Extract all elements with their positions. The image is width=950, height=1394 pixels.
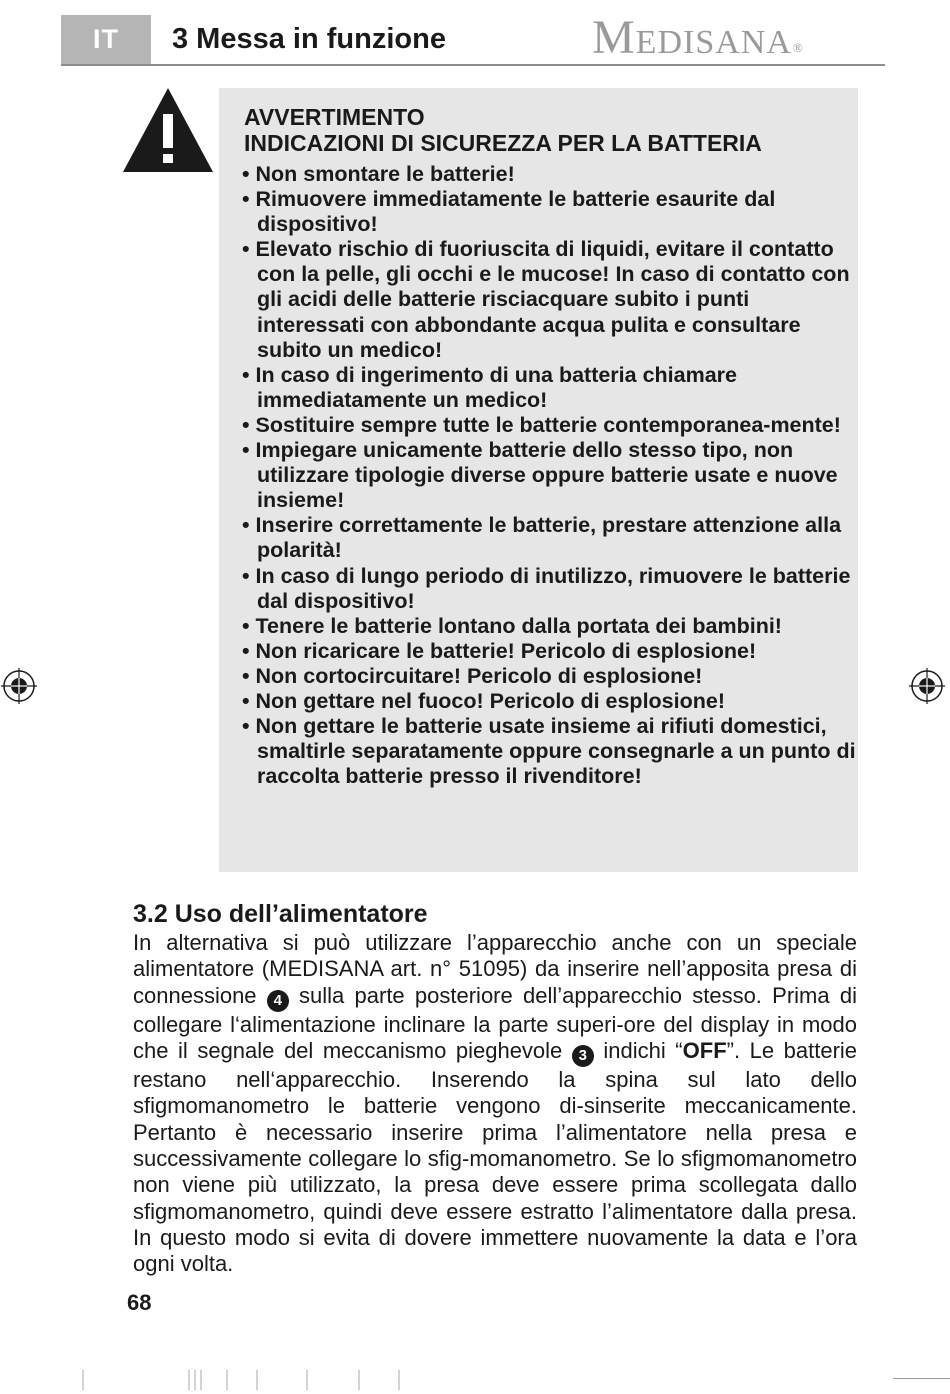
header-divider — [61, 64, 885, 66]
list-item: • Rimuovere immediatamente le batterie esaurite dal dispositivo! — [242, 187, 857, 237]
warning-heading — [244, 104, 762, 156]
callout-number-badge: 4 — [267, 990, 289, 1012]
paragraph-text: indichi “ — [593, 1038, 683, 1064]
off-label: OFF — [682, 1038, 727, 1064]
callout-number-badge: 3 — [572, 1045, 594, 1067]
list-item: • Non gettare le batterie usate insieme ai rifiuti domestici, smaltirle separatamente oppure consegnarle a un punto di raccolta batterie presso il rivenditore! — [242, 714, 857, 789]
language-tab: IT — [61, 15, 151, 64]
paragraph-text: In alternativa si può utilizzare l’apparecchio anche con un speciale alimentatore (MEDISANA art. n° 51095) da inserire nell’apposita presa di connessione — [133, 930, 857, 1008]
registered-mark: ® — [792, 40, 804, 55]
subsection-heading: 3.2 Uso dell’alimentatore — [133, 900, 428, 928]
list-item: • Non ricaricare le batterie! Pericolo di esplosione! — [242, 639, 857, 664]
list-item: • In caso di lungo periodo di inutilizzo, rimuovere le batterie dal dispositivo! — [242, 564, 857, 614]
warning-triangle-icon — [121, 86, 215, 174]
list-item: • Inserire correttamente le batterie, prestare attenzione alla polarità! — [242, 513, 857, 563]
list-item: • Impiegare unicamente batterie dello stesso tipo, non utilizzare tipologie diverse oppure batterie usate e nuove insieme! — [242, 438, 857, 513]
list-item: • Non gettare nel fuoco! Pericolo di esplosione! — [242, 689, 857, 714]
body-paragraph — [133, 930, 857, 1278]
list-item: • In caso di ingerimento di una batteria chiamare immediatamente un medico! — [242, 363, 857, 413]
list-item: • Non smontare le batterie! — [242, 162, 857, 187]
warning-title: AVVERTIMENTO — [244, 104, 425, 130]
list-item: • Tenere le batterie lontano dalla portata dei bambini! — [242, 614, 857, 639]
list-item: • Elevato rischio di fuoriuscita di liquidi, evitare il contatto con la pelle, gli occhi e le mucose! In caso di contatto con gli acidi delle batterie risciacquare subito i punti interessati con abbondante acqua pulita e consultare subito un medico! — [242, 237, 857, 362]
registration-mark-icon — [909, 668, 945, 704]
paragraph-text: ”. Le batterie restano nell‘apparecchio. Inserendo la spina sul lato dello sfigmomanometro le batterie vengono di-sinserite meccanicamente. Pertanto è necessario inserire prima l’alimentatore nella presa e successivamente collegare lo sfig-momanometro. Se lo sfigmomanometro non viene più utilizzato, la presa deve essere prima scollegata dallo sfigmomanometro, quindi deve essere estratto l’alimentatore dalla presa. In questo modo si evita di dovere immettere nuovamente la data e l’ora ogni volta. — [133, 1038, 858, 1277]
paragraph-text: sulla parte posteriore dell’apparecchio stesso. Prima di collegare l‘alimentazione inclinare la parte superi-ore del display in modo che il segnale del meccanismo pieghevole — [133, 982, 857, 1064]
page-number: 68 — [127, 1290, 152, 1315]
list-item: • Sostituire sempre tutte le batterie contemporanea-mente! — [242, 413, 857, 438]
battery-safety-list — [242, 162, 857, 789]
list-item: • Non cortocircuitare! Pericolo di esplosione! — [242, 664, 857, 689]
brand-logo — [592, 8, 804, 68]
print-color-bar — [60, 1368, 440, 1390]
brand-name: Medisana — [592, 11, 792, 64]
crop-mark — [893, 1378, 950, 1379]
registration-mark-icon — [1, 668, 37, 704]
warning-subtitle: INDICAZIONI DI SICUREZZA PER LA BATTERIA — [244, 130, 762, 156]
section-title: 3 Messa in funzione — [172, 23, 446, 55]
